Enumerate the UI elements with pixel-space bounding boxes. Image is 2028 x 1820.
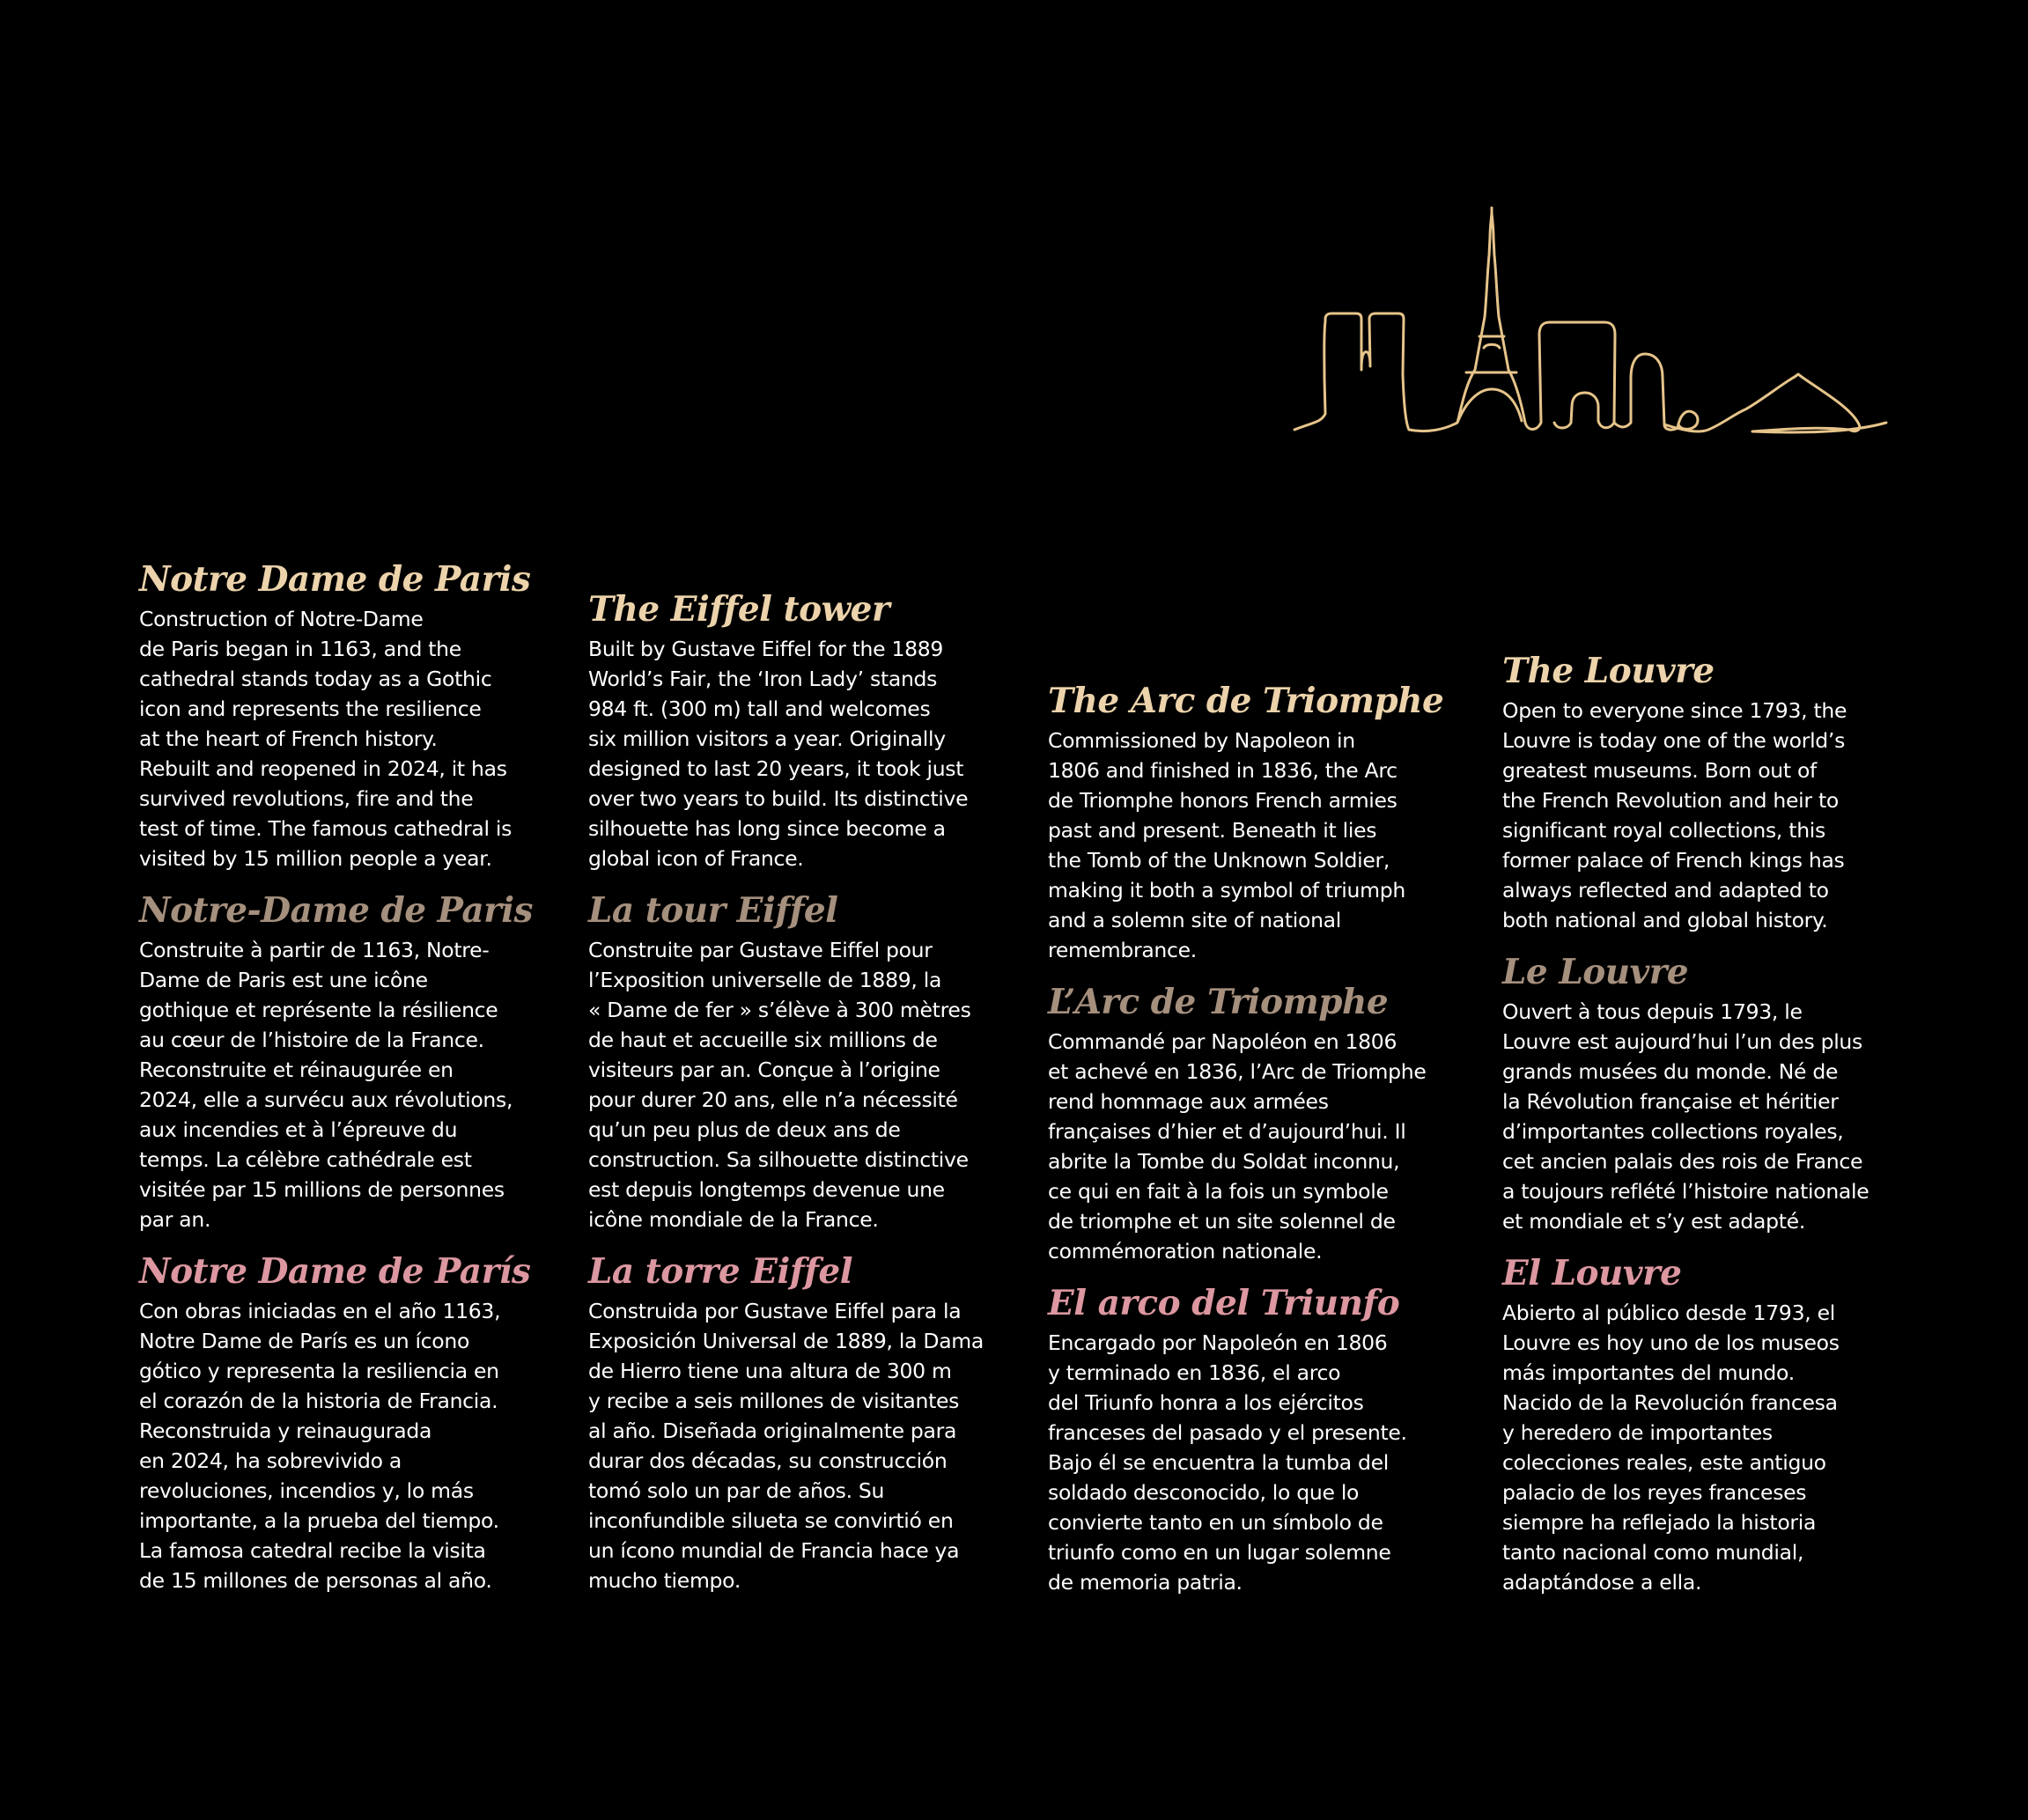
arc-fr-title: L’Arc de Triomphe <box>1048 982 1389 1022</box>
louvre-es-block <box>1502 1252 1907 1597</box>
eiffel-fr-body: Construite par Gustave Eiffel pour l’Exposition universelle de 1889, la « Dame de fer » s’élève à 300 mètres de haut et accueille six millions de visiteurs par an. Conçue à l’origine pour durer 20 ans, elle n’a nécessité qu’un peu plus de deux ans de construction. Sa silhouette distinctive est depuis longtemps devenue une icône mondiale de la France. <box>588 938 971 1232</box>
notre-dame-es-block <box>139 1250 544 1595</box>
notre-dame-column <box>139 558 544 1611</box>
eiffel-fr-title: La tour Eiffel <box>588 890 838 931</box>
eiffel-es-title: La torre Eiffel <box>588 1251 853 1292</box>
skyline-continuous-line <box>1294 208 1886 432</box>
notre-dame-fr-title: Notre-Dame de Paris <box>139 890 533 931</box>
arc-fr-body: Commandé par Napoléon en 1806 et achevé en 1836, l’Arc de Triomphe rend hommage aux armées françaises d’hier et d’aujourd’hui. Il abrite la Tombe du Soldat inconnu, ce qui en fait à la fois un symbole de triomphe et un site solennel de commémoration nationale. <box>1048 1029 1427 1264</box>
eiffel-es-body: Construida por Gustave Eiffel para la Exposición Universal de 1889, la Dama de Hierro tiene una altura de 300 m y recibe a seis millones de visitantes al año. Diseñada originalmente para durar dos décadas, su construcción tomó solo un par de años. Su inconfundible silueta se convirtió en un ícono mundial de Francia hace ya mucho tiempo. <box>588 1299 984 1593</box>
arc-fr-block <box>1048 981 1453 1266</box>
louvre-es-title: El Louvre <box>1502 1253 1682 1293</box>
louvre-en-title: The Louvre <box>1502 651 1715 691</box>
arc-en-body: Commissioned by Napoleon in 1806 and finished in 1836, the Arc de Triomphe honors French armies past and present. Beneath it lies the Tomb of the Unknown Soldier, making it both a symbol of triumph and a solemn site of national remembrance. <box>1048 728 1405 962</box>
eiffel-fr-block <box>588 889 993 1234</box>
notre-dame-es-title: Notre Dame de París <box>139 1251 531 1292</box>
louvre-en-body: Open to everyone since 1793, the Louvre is today one of the world’s greatest museums. Born out of the French Revolution and heir to significant royal collections, this former palace of French kings has always reflected and adapted to both national and global history. <box>1502 698 1847 932</box>
notre-dame-es-body: Con obras iniciadas en el año 1163, Notre Dame de París es un ícono gótico y representa la resiliencia en el corazón de la historia de Francia. Reconstruida y reinaugurada en 2024, ha sobrevivido a revoluciones, incendios y, lo más importante, a la prueba del tiempo. La famosa catedral recibe la visita de 15 millones de personas al año. <box>139 1299 501 1593</box>
notre-dame-en-title: Notre Dame de Paris <box>139 559 531 600</box>
notre-dame-fr-block <box>139 889 544 1234</box>
notre-dame-en-block <box>139 558 544 873</box>
arc-en-title: The Arc de Triomphe <box>1048 681 1444 721</box>
notre-dame-fr-body: Construite à partir de 1163, Notre- Dame de Paris est une icône gothique et représente la résilience au cœur de l’histoire de la France. Reconstruite et réinaugurée en 2024, elle a survécu aux révolutions, aux incendies et à l’épreuve du temps. La célèbre cathédrale est visitée par 15 millions de personnes par an. <box>139 938 513 1232</box>
arc-es-block <box>1048 1282 1453 1597</box>
eiffel-tower-column <box>588 588 993 1611</box>
louvre-fr-block <box>1502 951 1907 1236</box>
eiffel-es-block <box>588 1250 993 1595</box>
eiffel-en-block <box>588 588 993 873</box>
louvre-es-body: Abierto al público desde 1793, el Louvre es hoy uno de los museos más importantes del mundo. Nacido de la Revolución francesa y heredero de importantes colecciones reales, este antiguo palacio de los reyes franceses siempre ha reflejado la historia tanto nacional como mundial, adaptándose a ella. <box>1502 1301 1840 1595</box>
louvre-en-block <box>1502 650 1907 935</box>
louvre-column <box>1502 650 1907 1613</box>
eiffel-en-body: Built by Gustave Eiffel for the 1889 World’s Fair, the ‘Iron Lady’ stands 984 ft. (300 m) tall and welcomes six million visitors a year. Originally designed to last 20 years, it took just over two years to build. Its distinctive silhouette has long since become a global icon of France. <box>588 637 969 871</box>
arc-es-title: El arco del Triunfo <box>1048 1283 1400 1323</box>
arc-de-triomphe-column <box>1048 680 1453 1613</box>
eiffel-en-title: The Eiffel tower <box>588 589 890 630</box>
paris-skyline-line-art-icon <box>1286 203 1893 440</box>
louvre-fr-title: Le Louvre <box>1502 952 1689 992</box>
louvre-fr-body: Ouvert à tous depuis 1793, le Louvre est aujourd’hui l’un des plus grands musées du monde. Né de la Révolution française et héritier d’importantes collections royales, cet ancien palais des rois de France a toujours reflété l’histoire nationale et mondiale et s’y est adapté. <box>1502 999 1869 1234</box>
arc-es-body: Encargado por Napoleón en 1806 y terminado en 1836, el arco del Triunfo honra a los ejércitos franceses del pasado y el presente. Bajo él se encuentra la tumba del soldado desconocido, lo que lo convierte tanto en un símbolo de triunfo como en un lugar solemne de memoria patria. <box>1048 1330 1407 1595</box>
notre-dame-en-body: Construction of Notre-Dame de Paris began in 1163, and the cathedral stands today as a Gothic icon and represents the resilience at the heart of French history. Rebuilt and reopened in 2024, it has survived revolutions, fire and the test of time. The famous cathedral is visited by 15 million people a year. <box>139 607 513 871</box>
arc-en-block <box>1048 680 1453 965</box>
